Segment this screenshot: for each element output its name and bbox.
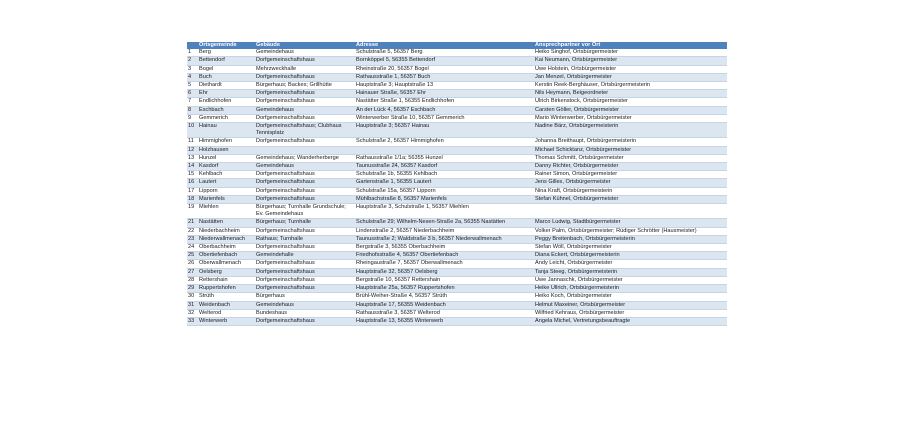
gebaeude-cell[interactable]: Dorfgemeinschaftshaus: [255, 268, 355, 276]
table-row: [187, 82, 727, 90]
adresse-cell[interactable]: Rheinstraße 20, 56357 Bogel: [355, 65, 534, 73]
table-row: [187, 106, 727, 114]
ortsgemeinde-cell[interactable]: Hunzel: [198, 154, 255, 162]
adresse-cell[interactable]: Schulstraße 2, 56357 Himmighofen: [355, 138, 534, 146]
adresse-cell[interactable]: Hauptstraße 3, Schulstraße 1, 56357 Miehlen: [355, 204, 534, 219]
gebaeude-cell[interactable]: Dorfgemeinschaftshaus: [255, 285, 355, 293]
row-number[interactable]: 32: [187, 309, 198, 317]
gebaeude-cell[interactable]: Dorfgemeinschaftshaus: [255, 171, 355, 179]
adresse-cell[interactable]: Rathausstraße 1, 56357 Buch: [355, 73, 534, 81]
table-row: [187, 219, 727, 227]
ansprechpartner-cell[interactable]: Marco Ludwig, Stadtbürgermeister: [534, 219, 727, 227]
gebaeude-cell[interactable]: Dorfgemeinschaftshaus: [255, 179, 355, 187]
ortsgemeinde-cell[interactable]: Nastätten: [198, 219, 255, 227]
adresse-cell[interactable]: Winterwerber Straße 10, 56357 Gemmerich: [355, 114, 534, 122]
adresse-cell[interactable]: Hauptstraße 3; 56357 Hainau: [355, 123, 534, 138]
table-row: [187, 276, 727, 284]
adresse-cell[interactable]: Hauptstraße 13, 56355 Winterwerb: [355, 317, 534, 325]
gebaeude-cell[interactable]: Bürgerhaus; Backes; Grillhütte: [255, 82, 355, 90]
ansprechpartner-cell[interactable]: Danny Richter, Ortsbürgermeister: [534, 163, 727, 171]
table-row: [187, 65, 727, 73]
ortsgemeinde-cell[interactable]: Endlichhofen: [198, 98, 255, 106]
table-row: [187, 268, 727, 276]
gebaeude-cell[interactable]: Bürgerhaus; Turnhalle Grundschule; Ev. Gemeindehaus: [255, 204, 355, 219]
row-number[interactable]: 4: [187, 73, 198, 81]
table-row: [187, 309, 727, 317]
row-number[interactable]: 14: [187, 163, 198, 171]
table-row: [187, 179, 727, 187]
gebaeude-cell[interactable]: Bürgerhaus: [255, 293, 355, 301]
ansprechpartner-cell[interactable]: Michael Schicktanz, Ortsbürgermeister: [534, 146, 727, 154]
row-number[interactable]: 25: [187, 252, 198, 260]
adresse-cell[interactable]: Taunusstraße 2; Waldstraße 3 b, 56357 Niederwallmenach: [355, 235, 534, 243]
table-row: [187, 123, 727, 138]
row-number[interactable]: 9: [187, 114, 198, 122]
ortsgemeinde-cell[interactable]: Eschbach: [198, 106, 255, 114]
table-row: [187, 187, 727, 195]
table-row: [187, 285, 727, 293]
gebaeude-cell[interactable]: Dorfgemeinschaftshaus: [255, 317, 355, 325]
ansprechpartner-cell[interactable]: Kerstin Reek-Berghäuser, Ortsbürgermeisterin: [534, 82, 727, 90]
ansprechpartner-cell[interactable]: Heike Ullrich, Ortsbürgermeisterin: [534, 285, 727, 293]
table-row: [187, 195, 727, 203]
ansprechpartner-cell[interactable]: Carsten Göller, Ortsbürgermeister: [534, 106, 727, 114]
gebaeude-cell[interactable]: Dorfgemeinschaftshaus: [255, 138, 355, 146]
gebaeude-cell[interactable]: Bürgerhaus; Turnhalle: [255, 219, 355, 227]
row-number[interactable]: 10: [187, 123, 198, 138]
table-header-row: [187, 42, 727, 49]
table-row: [187, 114, 727, 122]
gebaeude-cell[interactable]: Dorfgemeinschaftshaus: [255, 57, 355, 65]
adresse-cell[interactable]: Lindenstraße 2, 56357 Niederbachheim: [355, 227, 534, 235]
table-row: [187, 293, 727, 301]
ortsgemeinde-cell[interactable]: Lautert: [198, 179, 255, 187]
row-number[interactable]: 27: [187, 268, 198, 276]
ansprechpartner-cell[interactable]: Diana Eckert, Ortsbürgermeisterin: [534, 252, 727, 260]
row-number[interactable]: 18: [187, 195, 198, 203]
row-number[interactable]: 19: [187, 204, 198, 219]
table-row: [187, 244, 727, 252]
table-row: [187, 154, 727, 162]
adresse-cell[interactable]: Taunusstraße 24, 56357 Kasdorf: [355, 163, 534, 171]
ansprechpartner-cell[interactable]: Wilfried Kehraus, Ortsbürgermeister: [534, 309, 727, 317]
row-number[interactable]: 1: [187, 49, 198, 57]
gebaeude-cell[interactable]: Rathaus; Turnhalle: [255, 235, 355, 243]
ortsgemeinde-cell[interactable]: Holzhausen: [198, 146, 255, 154]
ansprechpartner-cell[interactable]: Uwe Jannaschk, Ortsbürgermeister: [534, 276, 727, 284]
table-row: [187, 235, 727, 243]
row-number[interactable]: 23: [187, 235, 198, 243]
ansprechpartner-cell[interactable]: Kai Neumann, Ortsbürgermeister: [534, 57, 727, 65]
gebaeude-cell[interactable]: Gemeindehaus: [255, 301, 355, 309]
row-number[interactable]: 13: [187, 154, 198, 162]
ortsgemeinde-cell[interactable]: Welterod: [198, 309, 255, 317]
gebaeude-cell[interactable]: Dorfgemeinschaftshaus: [255, 187, 355, 195]
ortsgemeinde-cell[interactable]: Winterwerb: [198, 317, 255, 325]
ortsgemeinde-cell[interactable]: Bettendorf: [198, 57, 255, 65]
adresse-cell[interactable]: Schulstraße 5, 56357 Berg: [355, 49, 534, 57]
row-number[interactable]: 29: [187, 285, 198, 293]
header-ortsgemeinde[interactable]: Ortsgemeinde: [198, 42, 255, 49]
gebaeude-cell[interactable]: Gemeindehaus; Wanderherberge: [255, 154, 355, 162]
table-body: [187, 49, 727, 325]
ansprechpartner-cell[interactable]: Thomas Schmitt, Ortsbürgermeister: [534, 154, 727, 162]
gebaeude-cell[interactable]: Dorfgemeinschaftshaus: [255, 195, 355, 203]
row-number[interactable]: 24: [187, 244, 198, 252]
gebaeude-cell[interactable]: Gemeindehaus: [255, 49, 355, 57]
row-number[interactable]: 21: [187, 219, 198, 227]
ansprechpartner-cell[interactable]: Uwe Holstein, Ortsbürgermeister: [534, 65, 727, 73]
table-row: [187, 260, 727, 268]
table-row: [187, 163, 727, 171]
ortsgemeinde-cell[interactable]: Miehlen: [198, 204, 255, 219]
ansprechpartner-cell[interactable]: Angela Michel, Vertretungsbeauftragte: [534, 317, 727, 325]
ortsgemeinde-cell[interactable]: Oberwallmenach: [198, 260, 255, 268]
row-number[interactable]: 8: [187, 106, 198, 114]
ansprechpartner-cell[interactable]: Heiko Koch, Ortsbürgermeister: [534, 293, 727, 301]
gebaeude-cell[interactable]: Dorfgemeinschaftshaus: [255, 98, 355, 106]
adresse-cell[interactable]: Gartenstraße 1, 56355 Lautert: [355, 179, 534, 187]
ansprechpartner-cell[interactable]: Helmut Maxeiner, Ortsbürgermeister: [534, 301, 727, 309]
header-adresse[interactable]: Adresse: [355, 42, 534, 49]
gebaeude-cell[interactable]: Mehrzweckhalle: [255, 65, 355, 73]
gebaeude-cell[interactable]: Dorfgemeinschaftshaus: [255, 73, 355, 81]
adresse-cell[interactable]: An der Lück 4, 56357 Eschbach: [355, 106, 534, 114]
gebaeude-cell[interactable]: Dorfgemeinschaftshaus: [255, 227, 355, 235]
table-row: [187, 204, 727, 219]
row-number[interactable]: 6: [187, 90, 198, 98]
ortsgemeinde-cell[interactable]: Kasdorf: [198, 163, 255, 171]
ortsgemeinde-cell[interactable]: Gemmerich: [198, 114, 255, 122]
row-number[interactable]: 12: [187, 146, 198, 154]
row-number[interactable]: 15: [187, 171, 198, 179]
facilities-table: [187, 42, 727, 326]
ansprechpartner-cell[interactable]: Ulrich Birkenstock, Ortsbürgermeister: [534, 98, 727, 106]
gebaeude-cell[interactable]: Dorfgemeinschaftshaus: [255, 114, 355, 122]
ortsgemeinde-cell[interactable]: Berg: [198, 49, 255, 57]
ansprechpartner-cell[interactable]: Peggy Breitenbach, Ortsbürgermeisterin: [534, 235, 727, 243]
ansprechpartner-cell[interactable]: Nina Kraft, Ortsbürgermeisterin: [534, 187, 727, 195]
ansprechpartner-cell[interactable]: Jan Menzel, Ortsbürgermeister: [534, 73, 727, 81]
ansprechpartner-cell[interactable]: Andy Leicht, Ortsbürgermeister: [534, 260, 727, 268]
ansprechpartner-cell[interactable]: Rainer Simon, Ortsbürgermeister: [534, 171, 727, 179]
table-row: [187, 227, 727, 235]
gebaeude-cell[interactable]: [255, 146, 355, 154]
spreadsheet-area: [187, 42, 727, 326]
table-row: [187, 98, 727, 106]
ortsgemeinde-cell[interactable]: Obertiefenbach: [198, 252, 255, 260]
header-number[interactable]: [187, 42, 198, 49]
table-row: [187, 317, 727, 325]
adresse-cell[interactable]: Schulstraße 1b, 56355 Kehlbach: [355, 171, 534, 179]
ansprechpartner-cell[interactable]: Stefan Wöll, Ortsbürgermeister: [534, 244, 727, 252]
row-number[interactable]: 11: [187, 138, 198, 146]
table-row: [187, 49, 727, 57]
row-number[interactable]: 17: [187, 187, 198, 195]
adresse-cell[interactable]: Bergstraße 10, 56357 Rettershain: [355, 276, 534, 284]
ortsgemeinde-cell[interactable]: Oberbachheim: [198, 244, 255, 252]
gebaeude-cell[interactable]: Dorfgemeinschaftshaus: [255, 260, 355, 268]
adresse-cell[interactable]: Hauptstraße 32, 56357 Oelsberg: [355, 268, 534, 276]
ortsgemeinde-cell[interactable]: Ruppertshofen: [198, 285, 255, 293]
ortsgemeinde-cell[interactable]: Buch: [198, 73, 255, 81]
ortsgemeinde-cell[interactable]: Oelsberg: [198, 268, 255, 276]
adresse-cell[interactable]: Schulstraße 29; Wilhelm-Nesen-Straße 2a, 56355 Nastätten: [355, 219, 534, 227]
row-number[interactable]: 16: [187, 179, 198, 187]
ansprechpartner-cell[interactable]: Volker Palm, Ortsbürgermeister; Rüdiger Schrötter (Hausmeister): [534, 227, 727, 235]
ortsgemeinde-cell[interactable]: Kehlbach: [198, 171, 255, 179]
ortsgemeinde-cell[interactable]: Ehr: [198, 90, 255, 98]
gebaeude-cell[interactable]: Dorfgemeinschaftshaus; Clubhaus Tennisplatz: [255, 123, 355, 138]
row-number[interactable]: 3: [187, 65, 198, 73]
ortsgemeinde-cell[interactable]: Niederwallmenach: [198, 235, 255, 243]
table-row: [187, 90, 727, 98]
header-ansprechpartner[interactable]: Ansprechpartner vor Ort: [534, 42, 727, 49]
table-row: [187, 252, 727, 260]
adresse-cell[interactable]: Hauptstraße 3; Hauptstraße 13: [355, 82, 534, 90]
ansprechpartner-cell[interactable]: [534, 204, 727, 219]
ortsgemeinde-cell[interactable]: Niederbachheim: [198, 227, 255, 235]
table-row: [187, 57, 727, 65]
table-row: [187, 138, 727, 146]
adresse-cell[interactable]: Bornköppel 5, 56355 Bettendorf: [355, 57, 534, 65]
row-number[interactable]: 5: [187, 82, 198, 90]
ansprechpartner-cell[interactable]: Heiko Singhof, Ortsbürgermeister: [534, 49, 727, 57]
ansprechpartner-cell[interactable]: Nadine Bärz, Ortsbürgermeisterin: [534, 123, 727, 138]
ansprechpartner-cell[interactable]: Stefan Kühnel, Ortsbürgermeister: [534, 195, 727, 203]
adresse-cell[interactable]: [355, 146, 534, 154]
row-number[interactable]: 22: [187, 227, 198, 235]
ortsgemeinde-cell[interactable]: Strüth: [198, 293, 255, 301]
row-number[interactable]: 7: [187, 98, 198, 106]
header-gebaeude[interactable]: Gebäude: [255, 42, 355, 49]
adresse-cell[interactable]: Hainauer Straße, 56357 Ehr: [355, 90, 534, 98]
row-number[interactable]: 31: [187, 301, 198, 309]
ansprechpartner-cell[interactable]: Nils Heymann, Beigeordneter: [534, 90, 727, 98]
gebaeude-cell[interactable]: Gemeindehalle: [255, 252, 355, 260]
ansprechpartner-cell[interactable]: Tanja Steeg, Ortsbürgermeisterin: [534, 268, 727, 276]
ansprechpartner-cell[interactable]: Johanna Breithaupt, Ortsbürgermeisterin: [534, 138, 727, 146]
adresse-cell[interactable]: Nastätter Straße 1, 56355 Endlichhofen: [355, 98, 534, 106]
adresse-cell[interactable]: Rathausstraße 3, 56357 Welterod: [355, 309, 534, 317]
ortsgemeinde-cell[interactable]: Bogel: [198, 65, 255, 73]
adresse-cell[interactable]: Hauptstraße 17, 56355 Weidenbach: [355, 301, 534, 309]
table-row: [187, 73, 727, 81]
ansprechpartner-cell[interactable]: Mario Winterwerber, Ortsbürgermeister: [534, 114, 727, 122]
gebaeude-cell[interactable]: Gemeindehaus: [255, 163, 355, 171]
adresse-cell[interactable]: Hauptstraße 25a, 56357 Ruppertshofen: [355, 285, 534, 293]
ortsgemeinde-cell[interactable]: Diethardt: [198, 82, 255, 90]
ortsgemeinde-cell[interactable]: Weidenbach: [198, 301, 255, 309]
ortsgemeinde-cell[interactable]: Himmighofen: [198, 138, 255, 146]
adresse-cell[interactable]: Rathausstraße 1/1a; 56355 Hunzel: [355, 154, 534, 162]
row-number[interactable]: 26: [187, 260, 198, 268]
row-number[interactable]: 28: [187, 276, 198, 284]
gebaeude-cell[interactable]: Gemeindehaus: [255, 106, 355, 114]
row-number[interactable]: 30: [187, 293, 198, 301]
adresse-cell[interactable]: Schulstraße 15a, 56357 Lipporn: [355, 187, 534, 195]
gebaeude-cell[interactable]: Dorfgemeinschaftshaus: [255, 90, 355, 98]
table-row: [187, 146, 727, 154]
gebaeude-cell[interactable]: Dorfgemeinschaftshaus: [255, 276, 355, 284]
ortsgemeinde-cell[interactable]: Marienfels: [198, 195, 255, 203]
table-row: [187, 171, 727, 179]
adresse-cell[interactable]: Bergstraße 3, 56355 Oberbachheim: [355, 244, 534, 252]
table-row: [187, 301, 727, 309]
adresse-cell[interactable]: Friedhofsstraße 4, 56357 Obertiefenbach: [355, 252, 534, 260]
ortsgemeinde-cell[interactable]: Rettershain: [198, 276, 255, 284]
adresse-cell[interactable]: Brühl-Weiher-Straße 4, 56357 Strüth: [355, 293, 534, 301]
row-number[interactable]: 33: [187, 317, 198, 325]
ansprechpartner-cell[interactable]: Jens Gilles, Ortsbürgermeister: [534, 179, 727, 187]
adresse-cell[interactable]: Mühlbachstraße 8, 56357 Marienfels: [355, 195, 534, 203]
gebaeude-cell[interactable]: Bundeshaus: [255, 309, 355, 317]
adresse-cell[interactable]: Rheingaustraße 7, 56357 Oberwallmenach: [355, 260, 534, 268]
ortsgemeinde-cell[interactable]: Hainau: [198, 123, 255, 138]
gebaeude-cell[interactable]: Dorfgemeinschaftshaus: [255, 244, 355, 252]
row-number[interactable]: 2: [187, 57, 198, 65]
ortsgemeinde-cell[interactable]: Lipporn: [198, 187, 255, 195]
